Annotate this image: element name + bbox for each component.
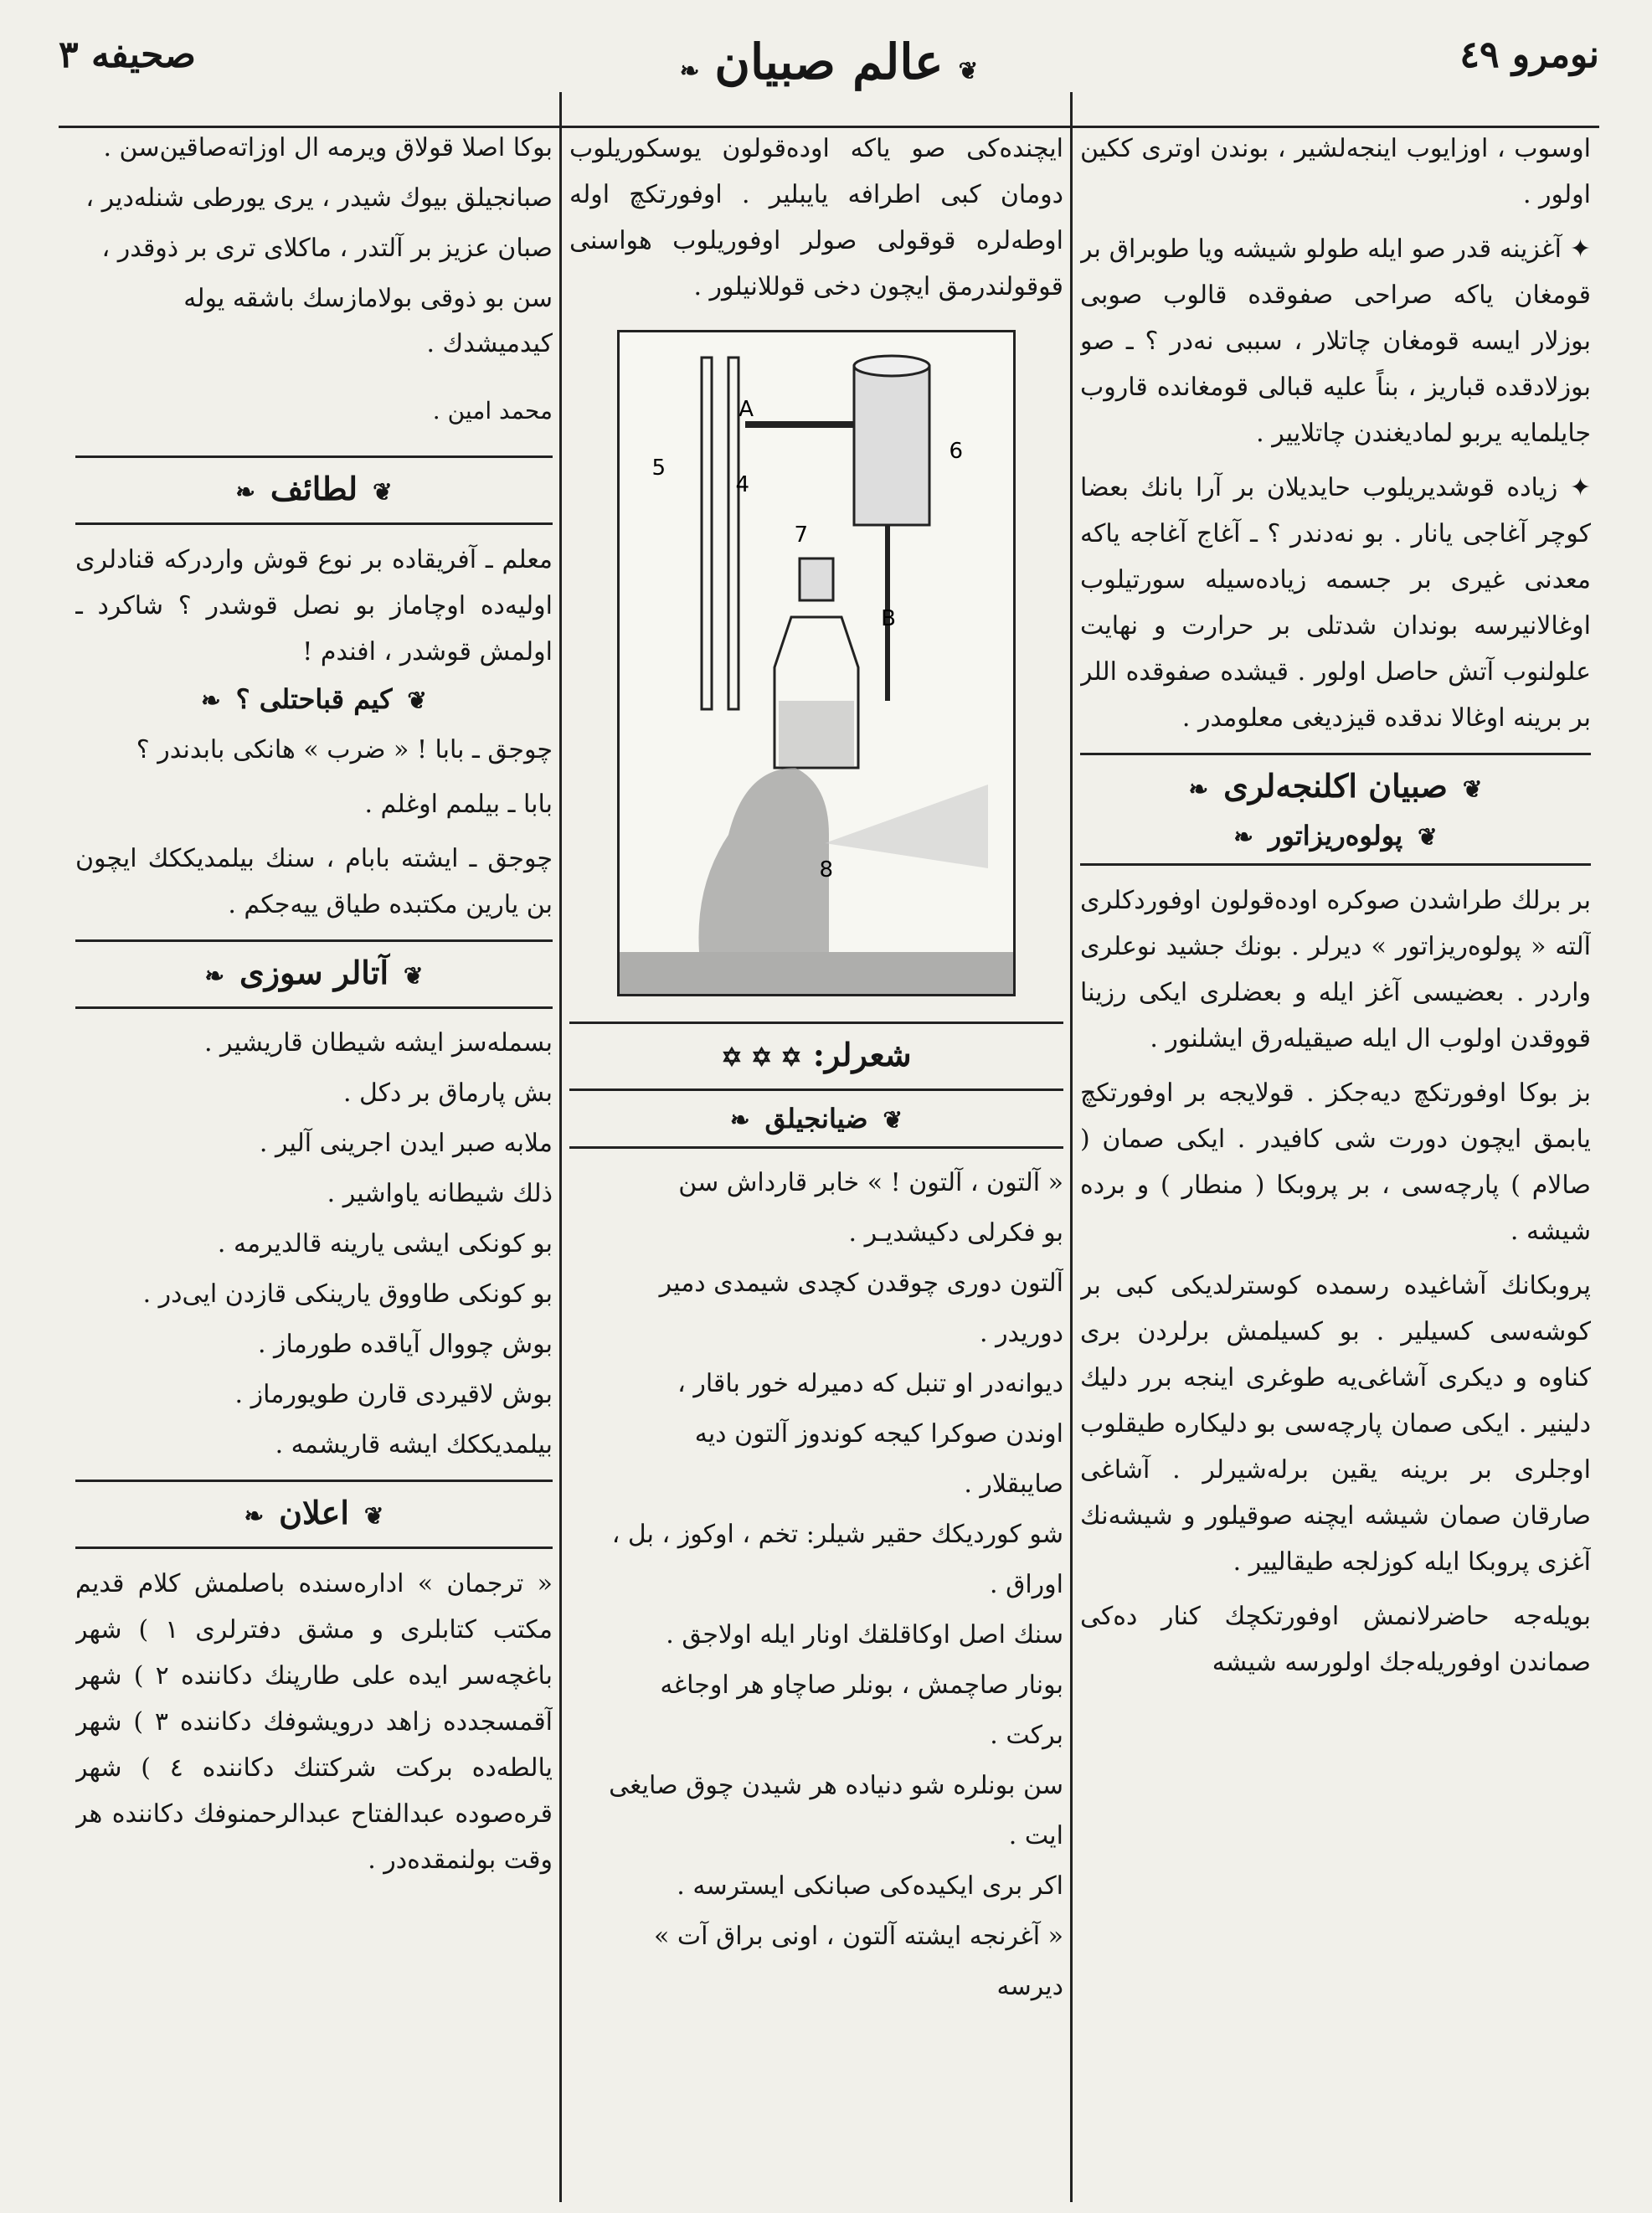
left-column: [75, 126, 553, 2152]
section-divider: [75, 1480, 553, 1482]
floor-shading: [620, 952, 1013, 994]
ornament-icon: ❦: [373, 478, 393, 506]
section-heading: ❦اعلان❧: [244, 1494, 384, 1531]
poem-line: « آغرنجه ايشته آلتون ، اونی براق آت »: [654, 1922, 1063, 1951]
poem-line: ديوانه‌در او تنبل كه دميرله خور باقار ،: [677, 1369, 1063, 1398]
figure-label: 5: [651, 455, 666, 481]
article-paragraph: پروبكانك آشاغيده رسمده كوسترلديكی كبی بر كوشه‌سی كسيلير . بو كسيلمش برلردن بری كناوه و ديكری آشاغی‌يه طوغری اينجه برر دليك دلينير . ايكی صمان پارچه‌سی بو دليكاره طيقلوب اوجلری بر برينه يقين برله‌شيرلر . آشاغی صارقان صمان شيشه ايچنه صوقيلور و شيشه‌نك آغزی پروبكا ايله كوزلجه طيقاليير .: [1080, 1271, 1591, 1577]
ornament-icon: ❦: [883, 1106, 903, 1134]
joke-line: بابا ـ بيلمم اوغلم .: [364, 790, 553, 819]
proverb: بش پارماق بر دكل .: [342, 1078, 553, 1108]
poem-line: صبان عزيز بر آلتدر ، ماكلای تری بر ذوقدر ،: [101, 234, 553, 263]
section-heading: شعرلر: ✡ ✡ ✡: [721, 1036, 912, 1073]
ornament-icon: ❦: [363, 1502, 384, 1530]
figure-label: 7: [794, 522, 808, 548]
ornament-icon: ❧: [679, 57, 700, 85]
ornament-icon: ❦: [404, 962, 424, 990]
joke-title: ❦كيم قباحتلی ؟❧: [201, 683, 427, 715]
ornament-icon: ❧: [235, 478, 255, 506]
small-cork: [800, 558, 833, 600]
proverb: بو كونكی ايشی يارينه قالديرمه .: [217, 1229, 553, 1258]
poem-line: « آلتون ، آلتون ! » خابر قارداش سن: [678, 1168, 1063, 1197]
section-heading: ❦لطائف❧: [235, 470, 393, 507]
poem-line: دوريدر .: [980, 1319, 1063, 1348]
ornament-icon: ❧: [1188, 775, 1209, 803]
poem-line: ديرسه: [996, 1972, 1063, 2001]
column-divider: [1070, 92, 1073, 2202]
joke-text: معلم ـ آفريقاده بر نوع قوش واردركه قنادلری اوليه‌ده اوچاماز بو نصل قوشدر ؟ شاكرد ـ اولمش قوشدر ، افندم !: [75, 545, 553, 666]
proverb: بيلمديككك ايشه قاريشمه .: [275, 1430, 553, 1459]
bottle-water: [779, 701, 854, 766]
poem-line: ايت .: [1008, 1821, 1063, 1850]
poem-line: اوراق .: [990, 1570, 1063, 1599]
section-divider: [75, 1006, 553, 1009]
ornament-icon: ❧: [1233, 823, 1253, 851]
title-text: عالم صبيان: [714, 33, 944, 90]
proverb: بو كونكی طاووق يارينكی قازدن ايی‌در .: [142, 1279, 553, 1309]
poem-line: بونار صاچمش ، بونلر صاچاو هر اوجاغه: [660, 1670, 1063, 1700]
section-divider: [1080, 753, 1591, 755]
newspaper-title: [645, 33, 1013, 90]
cork-piece: [854, 366, 929, 525]
proverb: بسمله‌سز ايشه شيطان قاريشير .: [203, 1028, 553, 1058]
issue-number: نومرو ٤٩: [1459, 33, 1599, 76]
section-subheading: ❦پولوه‌ريزاتور❧: [1233, 820, 1438, 852]
section-divider: [75, 455, 553, 458]
section-heading: ❦صبيان اكلنجه‌لری❧: [1188, 767, 1483, 805]
article-paragraph: بر برلك طراشدن صوكره اوده‌قولون اوفوردكلری آلته « پولوه‌ريزاتور » ديرلر . بونك جشيد نوعلری واردر . بعضيسی آغز ايله و بعضلری ايكی رزينا قووقدن اولوب ال ايله صيقيله‌رق ايشلنور .: [1080, 886, 1591, 1053]
sprayer-illustration: [617, 330, 1016, 996]
poem-author: محمد امين .: [432, 397, 553, 425]
section-divider: [569, 1088, 1063, 1091]
poem-line: اكر بری ايكيده‌كی صبانكی ايسترسه .: [677, 1871, 1063, 1901]
article-paragraph: ✦ آغزينه قدر صو ايله طولو شيشه ويا طوبراق بر قومغان ياكه صراحی صفوقده قالوب صوبی بوزلار ايسه قومغان چاتلار ، سببی نه‌در ؟ ـ صو بوزلادقده قباريز ، بناً عليه قبالی قومغانده قاروب جايلمايه‌ يربو لماديغندن چاتلايير .: [1080, 234, 1591, 448]
straw-tube: [702, 358, 712, 709]
ornament-icon: ❦: [1418, 823, 1438, 851]
proverb: بوش لاقيردی قارن طويورماز .: [234, 1380, 553, 1409]
figure-label: A: [739, 397, 754, 422]
section-heading: ❦آتالر سوزی❧: [204, 954, 424, 991]
cork-top: [854, 356, 929, 376]
section-divider: [569, 1146, 1063, 1149]
section-divider: [569, 1022, 1063, 1024]
column-divider: [559, 92, 562, 2202]
advertisement-text: « ترجمان » اداره‌سنده باصلمش كلام قديم مكتب كتابلری و مشق دفترلری ١ ) شهر باغچه‌سر ايده علی طارپنك دكاننده ٢ ) شهر آقمسجدده زاهد درويشوفك دكاننده ٣ ) شهر يالطه‌ده بركت شركتنك دكاننده ٤ ) شهر قره‌صوده عبدالفتاح عبدالرحمنوفك دكاننده هر وقت بولنمقده‌در .: [75, 1569, 553, 1875]
proverb: ذلك شيطانه ياواشير .: [327, 1179, 553, 1208]
article-paragraph: بويله‌جه حاضرلانمش اوفورتكچك كنار ده‌كی صماندن اوفوريله‌جك اولورسه شيشه: [1080, 1602, 1591, 1677]
article-paragraph: اوسوب ، اوزايوب اينجه‌لشير ، بوندن اوتری ككين اولور .: [1080, 134, 1591, 209]
sprayer-drawing: [620, 332, 1013, 994]
figure-label: B: [881, 606, 896, 631]
article-paragraph: بز بوكا اوفورتكچ ديه‌جكز . قولايجه بر اوفورتكچ يابمق ايچون دورت شی كافيدر . ايكی صمان ( صالام ) پارچه‌سی ، بر پروبكا ( منطار ) و برده شيشه .: [1080, 1078, 1591, 1246]
girl-figure: [698, 768, 829, 952]
poem-line: شو كورديكك حقير شيلر: تخم ، اوكوز ، بل ،: [611, 1520, 1063, 1549]
section-divider: [1080, 863, 1591, 866]
figure-label: 8: [819, 857, 833, 883]
poem-line: سنك اصل اوكاقلقك اونار ايله اولاجق .: [666, 1620, 1063, 1649]
ornament-icon: ❦: [958, 57, 979, 85]
middle-column: [569, 126, 1063, 2152]
star-ornaments-icon: ✡ ✡ ✡: [721, 1043, 802, 1073]
ornament-icon: ❧: [201, 687, 221, 714]
figure-label: 6: [949, 439, 963, 464]
poem-line: بوكا اصلا قولاق ويرمه ال اوزاته‌صاقين‌سن .: [103, 133, 553, 162]
poem-line: بو فكرلی دكيشديـر .: [848, 1218, 1063, 1248]
joke-line: چوجق ـ بابا ! « ضرب » هانكی بابدندر ؟: [136, 735, 553, 764]
ornament-icon: ❧: [729, 1106, 750, 1134]
article-paragraph: ✦ زياده قوشديريلوب حايديلان بر آرا بانك بعضا كوچر آغاجی يانار . بو نه‌دندر ؟ ـ آغاج آغاجه ياكه معدنی غيری بر جسمه زياده‌سيله سورتيلوب اوغالانيرسه بوندان شدتلی بر حرارت و نهايت علولنوب آتش حاصل اولور . قيشده صفوقده اللر بر برينه اوغالا ندقده قيزديغی معلومدر .: [1080, 473, 1591, 733]
diamond-bullet-icon: ✦: [1562, 234, 1591, 264]
section-divider: [75, 1547, 553, 1549]
poem-line: آلتون دوری چوقدن كچدی شيمدی دمير: [659, 1269, 1063, 1298]
section-divider: [75, 522, 553, 525]
poem-line: بركت .: [990, 1721, 1063, 1750]
right-column: [1080, 126, 1591, 2152]
section-divider: [75, 939, 553, 942]
poem-line: سن بونلره شو دنياده هر شيدن چوق صايغی: [609, 1771, 1063, 1800]
proverb: ملابه صبر ايدن اجرينی آلير .: [259, 1129, 553, 1158]
straw-tube: [728, 358, 739, 709]
proverb: بوش چووال آياقده طورماز .: [257, 1330, 553, 1359]
poem-line: اوندن صوكرا كيجه كوندوز آلتون ديه: [694, 1419, 1063, 1449]
article-paragraph: ايچنده‌كی صو ياكه اوده‌قولون يوسكوريلوب دومان كبی اطرافه يايبلير . اوفورتكچ اوله اوطه‌لره قوقولی صولر اوفوريلوب هواسنی قوقولندرمق ايچون دخی قوللانيلور .: [569, 134, 1063, 301]
ornament-icon: ❧: [204, 962, 224, 990]
page-number: صحيفه ٣: [59, 33, 196, 76]
joke-line: چوجق ـ ايشته بابام ، سنك بيلمديككك ايچون بن يارين مكتبده طياق ييه‌جكم .: [75, 844, 553, 919]
poem-line: صبانجيلق بيوك شيدر ، يری يورطی شنله‌دير ،: [85, 183, 553, 213]
poem-title: ❦ضيانجيلق❧: [729, 1103, 903, 1135]
poem-line: صايبقلار .: [964, 1469, 1063, 1499]
spray-mist: [825, 785, 988, 868]
figure-label: 4: [735, 472, 749, 497]
poem-line: سن بو ذوقی بولامازسك باشقه يوله كيدميشدك .: [183, 284, 553, 358]
ornament-icon: ❧: [244, 1502, 265, 1530]
ornament-icon: ❦: [1462, 775, 1483, 803]
diamond-bullet-icon: ✦: [1557, 473, 1591, 502]
ornament-icon: ❦: [407, 687, 427, 714]
masthead: [59, 33, 1599, 128]
